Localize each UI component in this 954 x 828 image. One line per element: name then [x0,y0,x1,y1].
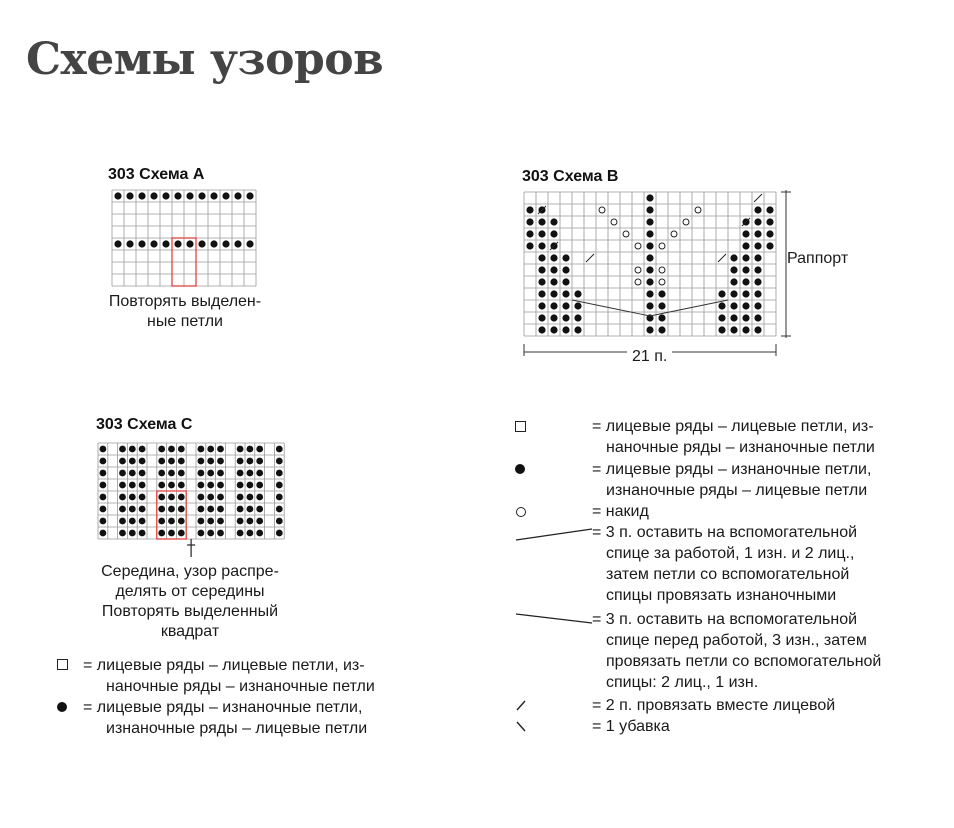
purl-stitch [247,506,254,513]
legend-right-yo-line1: = накид [592,503,649,520]
purl-stitch [730,314,737,321]
purl-stitch [538,326,545,333]
purl-stitch [139,518,146,525]
purl-stitch [168,446,175,453]
purl-stitch [766,230,773,237]
purl-stitch [754,206,761,213]
purl-stitch [139,482,146,489]
purl-stitch [754,290,761,297]
schema-c-note-line4: квадрат [160,623,220,640]
purl-stitch [742,230,749,237]
schema-c-title: 303 Схема С [96,416,193,433]
purl-stitch [168,494,175,501]
legend-left-knit-line1: = лицевые ряды – лицевые петли, из- [83,657,365,674]
purl-stitch [158,530,165,537]
purl-stitch [562,326,569,333]
legend-right-cable-back-line1: = 3 п. оставить на вспомогательной [592,524,858,541]
legend-right-k2tog-line1: = 2 п. провязать вместе лицевой [592,697,836,714]
purl-stitch [237,458,244,465]
schema-a-note-line1: Повторять выделен- [108,293,262,310]
purl-stitch [247,458,254,465]
purl-stitch [237,494,244,501]
legend-right-purl-line2: изнаночные ряды – лицевые петли [606,482,868,499]
purl-stitch [276,494,283,501]
yarn-over [635,279,641,285]
legend-right-cable-front-line3: провязать петли со вспомогательной [606,653,882,670]
purl-stitch [198,530,205,537]
purl-stitch [162,240,169,247]
purl-stitch [198,240,205,247]
yarn-over [683,219,689,225]
decrease-mark [718,254,726,262]
purl-stitch [207,494,214,501]
purl-stitch [129,482,136,489]
purl-stitch [126,192,133,199]
purl-stitch [178,506,185,513]
purl-stitch [766,242,773,249]
purl-stitch [742,254,749,261]
purl-stitch [100,494,107,501]
purl-stitch [129,446,136,453]
purl-stitch [550,278,557,285]
yarn-over-symbol-icon [516,507,526,517]
purl-stitch [178,530,185,537]
purl-stitch [276,518,283,525]
purl-stitch [742,290,749,297]
purl-stitch [276,530,283,537]
purl-stitch [730,266,737,273]
purl-stitch [742,302,749,309]
purl-stitch [168,518,175,525]
purl-stitch [742,242,749,249]
purl-stitch [119,494,126,501]
purl-stitch [562,278,569,285]
purl-stitch [718,326,725,333]
purl-stitch [222,240,229,247]
purl-stitch [119,482,126,489]
purl-stitch [129,470,136,477]
yarn-over [635,267,641,273]
legend-right-cable-back-line3: затем петли со вспомогательной [606,566,850,583]
schema-a-chart [110,188,258,288]
purl-stitch [247,530,254,537]
purl-stitch [237,470,244,477]
schema-a-note [70,292,300,332]
purl-stitch [256,506,263,513]
purl-stitch [178,482,185,489]
purl-stitch [129,458,136,465]
purl-stitch [247,470,254,477]
purl-stitch [730,254,737,261]
purl-stitch [247,494,254,501]
cable-symbols-icon [514,524,594,624]
purl-stitch [247,446,254,453]
purl-stitch [198,458,205,465]
purl-stitch [646,302,653,309]
purl-stitch [158,470,165,477]
purl-stitch [237,506,244,513]
decrease-symbols-icon [514,696,534,736]
purl-stitch [210,192,217,199]
cable-front-symbol-icon [516,614,592,623]
purl-stitch [538,266,545,273]
purl-stitch [126,240,133,247]
purl-stitch [658,314,665,321]
purl-stitch [119,506,126,513]
legend-right-cable-front-line2: спице перед работой, 3 изн., затем [606,632,867,649]
purl-stitch [168,506,175,513]
purl-stitch [562,290,569,297]
purl-stitch [256,446,263,453]
purl-stitch [158,458,165,465]
purl-stitch [237,446,244,453]
purl-stitch [100,506,107,513]
legend-right-knit-line2: наночные ряды – изнаночные петли [606,439,875,456]
legend-right-knit-line1: = лицевые ряды – лицевые петли, из- [592,418,874,435]
knit-stitch-symbol-icon [57,659,68,670]
purl-stitch [168,530,175,537]
purl-stitch [742,326,749,333]
purl-stitch [256,494,263,501]
purl-stitch [256,470,263,477]
purl-stitch [198,470,205,477]
purl-stitch [100,458,107,465]
purl-stitch [247,482,254,489]
purl-stitch [538,302,545,309]
purl-stitch [754,230,761,237]
purl-stitch [730,326,737,333]
purl-stitch [754,242,761,249]
purl-stitch [646,278,653,285]
purl-stitch [234,240,241,247]
purl-stitch [119,458,126,465]
purl-stitch [158,482,165,489]
yarn-over [635,243,641,249]
purl-stitch [138,240,145,247]
purl-stitch [139,446,146,453]
purl-stitch [139,458,146,465]
purl-stitch [550,254,557,261]
purl-stitch [119,518,126,525]
purl-stitch [100,470,107,477]
purl-stitch [139,494,146,501]
purl-stitch [217,446,224,453]
purl-stitch-symbol-icon [57,702,67,712]
purl-stitch [129,518,136,525]
purl-stitch [754,278,761,285]
purl-stitch [276,506,283,513]
schema-c-note-line2: делять от середины [115,583,265,600]
schema-a-note-line2: ные петли [147,313,223,330]
purl-stitch [658,302,665,309]
purl-stitch [139,470,146,477]
purl-stitch [119,470,126,477]
purl-stitch [246,192,253,199]
purl-stitch [139,506,146,513]
purl-stitch [158,494,165,501]
purl-stitch [646,230,653,237]
purl-stitch [526,206,533,213]
schema-c-note-line3: Повторять выделенный [101,603,279,620]
purl-stitch [742,266,749,273]
purl-stitch [538,290,545,297]
purl-stitch [186,240,193,247]
purl-stitch-symbol-icon [515,464,525,474]
purl-stitch [217,518,224,525]
purl-stitch [646,266,653,273]
purl-stitch [658,290,665,297]
purl-stitch [754,326,761,333]
purl-stitch [754,254,761,261]
legend-left-knit-line2: наночные ряды – изнаночные петли [106,678,375,695]
purl-stitch [646,218,653,225]
purl-stitch [198,494,205,501]
schema-c-note-line1: Середина, узор распре- [101,563,279,580]
legend-right-purl-line1: = лицевые ряды – изнаночные петли, [592,461,872,478]
purl-stitch [526,230,533,237]
k2tog-symbol-icon [517,701,525,710]
purl-stitch [550,302,557,309]
purl-stitch [186,192,193,199]
decrease-symbol-icon [517,722,525,731]
purl-stitch [222,192,229,199]
purl-stitch [178,470,185,477]
purl-stitch [718,290,725,297]
purl-stitch [766,218,773,225]
purl-stitch [207,518,214,525]
purl-stitch [150,240,157,247]
purl-stitch [538,314,545,321]
purl-stitch [168,482,175,489]
purl-stitch [742,314,749,321]
purl-stitch [237,530,244,537]
purl-stitch [158,446,165,453]
purl-stitch [276,458,283,465]
purl-stitch [550,326,557,333]
purl-stitch [114,192,121,199]
purl-stitch [550,230,557,237]
purl-stitch [217,506,224,513]
legend-left-purl-line1: = лицевые ряды – изнаночные петли, [83,699,363,716]
purl-stitch [207,446,214,453]
purl-stitch [178,494,185,501]
legend-right-cable-back-line2: спице за работой, 1 изн. и 2 лиц., [606,545,855,562]
purl-stitch [754,266,761,273]
purl-stitch [550,266,557,273]
purl-stitch [100,530,107,537]
purl-stitch [119,446,126,453]
yarn-over [695,207,701,213]
purl-stitch [766,206,773,213]
purl-stitch [646,290,653,297]
purl-stitch [246,240,253,247]
purl-stitch [100,518,107,525]
purl-stitch [526,242,533,249]
purl-stitch [198,482,205,489]
purl-stitch [256,530,263,537]
schema-b-title: 303 Схема В [522,168,619,185]
purl-stitch [538,242,545,249]
schema-b-chart [520,186,865,366]
purl-stitch [754,302,761,309]
purl-stitch [198,192,205,199]
legend-right-cable-front-line4: спицы: 2 лиц., 1 изн. [606,674,759,691]
purl-stitch [646,206,653,213]
purl-stitch [217,494,224,501]
purl-stitch [178,446,185,453]
purl-stitch [562,302,569,309]
purl-stitch [574,326,581,333]
purl-stitch [217,530,224,537]
purl-stitch [174,240,181,247]
purl-stitch [210,240,217,247]
purl-stitch [718,302,725,309]
knit-stitch-symbol-icon [515,421,526,432]
decrease-mark [586,254,594,262]
purl-stitch [562,314,569,321]
purl-stitch [742,278,749,285]
purl-stitch [217,458,224,465]
schema-b-rapport-label: Раппорт [787,250,849,267]
purl-stitch [129,506,136,513]
purl-stitch [574,314,581,321]
purl-stitch [129,530,136,537]
yarn-over [599,207,605,213]
purl-stitch [562,254,569,261]
purl-stitch [550,290,557,297]
purl-stitch [139,530,146,537]
purl-stitch [538,278,545,285]
purl-stitch [646,326,653,333]
purl-stitch [162,192,169,199]
yarn-over [659,243,665,249]
purl-stitch [129,494,136,501]
purl-stitch [730,290,737,297]
purl-stitch [100,446,107,453]
purl-stitch [730,278,737,285]
purl-stitch [207,482,214,489]
purl-stitch [198,506,205,513]
legend-left-purl-line2: изнаночные ряды – лицевые петли [106,720,368,737]
purl-stitch [158,506,165,513]
legend-right-dec-line1: = 1 убавка [592,718,670,735]
purl-stitch [234,192,241,199]
purl-stitch [730,302,737,309]
yarn-over [611,219,617,225]
purl-stitch [138,192,145,199]
cable-back-symbol-icon [516,529,592,540]
purl-stitch [646,242,653,249]
purl-stitch [237,482,244,489]
purl-stitch [562,266,569,273]
schema-a-title: 303 Схема А [108,166,205,183]
schema-b-width-label: 21 п. [627,346,672,367]
purl-stitch [114,240,121,247]
purl-stitch [754,218,761,225]
purl-stitch [207,506,214,513]
legend-right-cable-front-line1: = 3 п. оставить на вспомогательной [592,611,858,628]
purl-stitch [198,518,205,525]
purl-stitch [217,470,224,477]
purl-stitch [207,458,214,465]
yarn-over [671,231,677,237]
purl-stitch [718,314,725,321]
purl-stitch [646,194,653,201]
purl-stitch [538,218,545,225]
purl-stitch [276,470,283,477]
purl-stitch [538,230,545,237]
page-title: Схемы узоров [26,34,384,85]
purl-stitch [100,482,107,489]
schema-c-chart [96,441,286,569]
purl-stitch [276,482,283,489]
purl-stitch [574,290,581,297]
purl-stitch [178,518,185,525]
purl-stitch [646,254,653,261]
purl-stitch [168,458,175,465]
purl-stitch [256,458,263,465]
yarn-over [623,231,629,237]
purl-stitch [237,518,244,525]
purl-stitch [256,518,263,525]
purl-stitch [550,314,557,321]
purl-stitch [276,446,283,453]
decrease-mark [754,194,762,202]
yarn-over [659,267,665,273]
legend-right-cable-back-line4: спицы провязать изнаночными [606,587,837,604]
purl-stitch [119,530,126,537]
schema-c-note [60,562,320,642]
purl-stitch [207,530,214,537]
purl-stitch [198,446,205,453]
purl-stitch [754,314,761,321]
purl-stitch [526,218,533,225]
yarn-over [659,279,665,285]
purl-stitch [174,192,181,199]
purl-stitch [207,470,214,477]
purl-stitch [574,302,581,309]
purl-stitch [150,192,157,199]
purl-stitch [538,254,545,261]
purl-stitch [247,518,254,525]
purl-stitch [550,218,557,225]
purl-stitch [256,482,263,489]
purl-stitch [168,470,175,477]
purl-stitch [658,326,665,333]
purl-stitch [158,518,165,525]
purl-stitch [217,482,224,489]
purl-stitch [178,458,185,465]
